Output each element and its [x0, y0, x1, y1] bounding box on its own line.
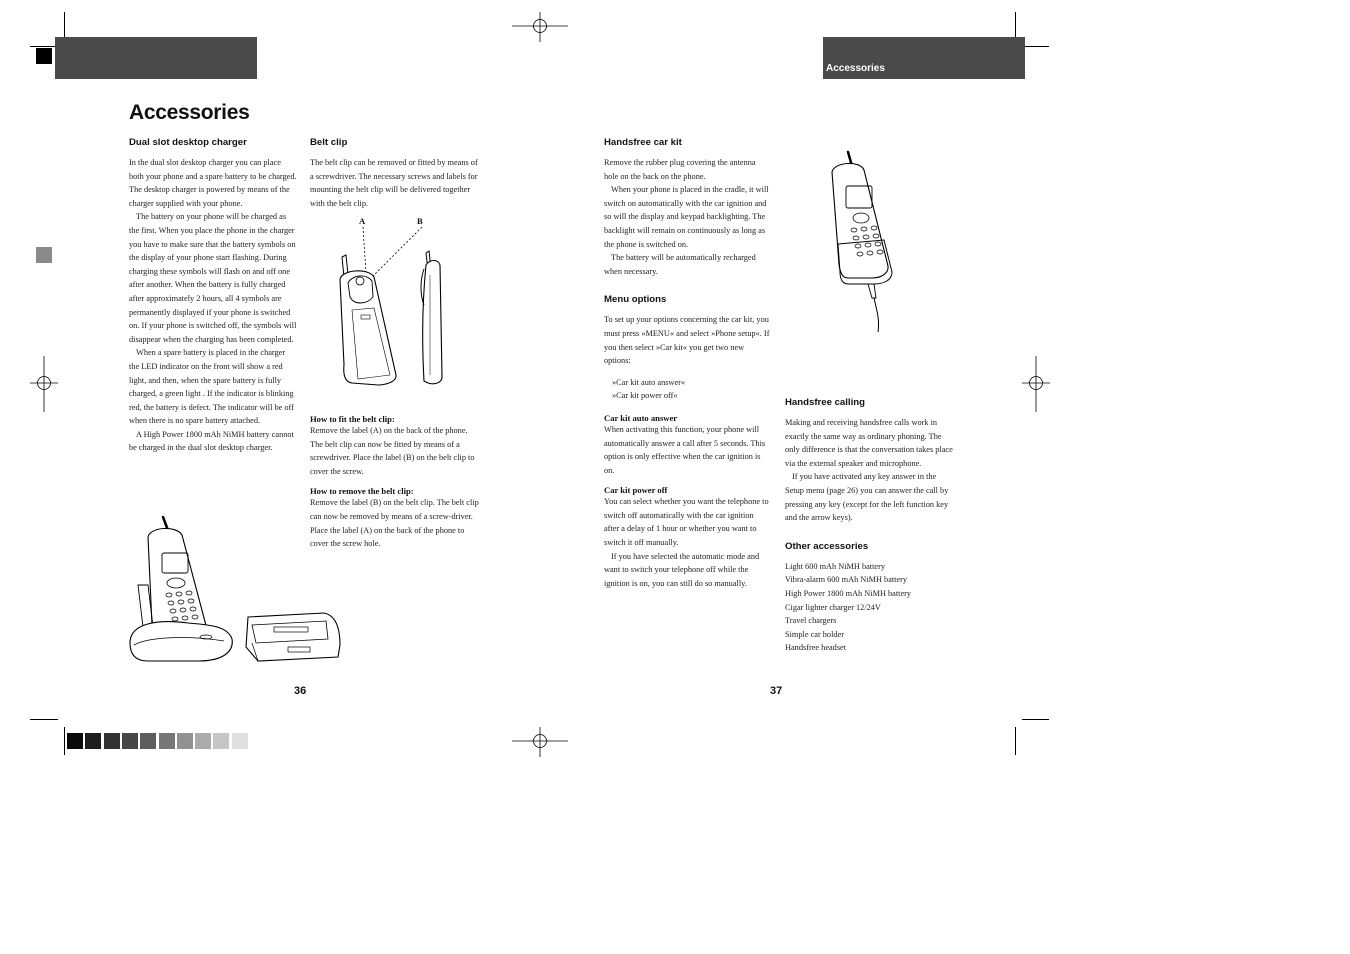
corner-square-marker — [36, 48, 52, 64]
subheading-car-kit-power-off: Car kit power off — [604, 485, 668, 496]
list-item: Cigar lighter charger 12/24V — [785, 602, 881, 612]
paragraph: Remove the label (B) on the belt clip. The belt clip can now be removed by means of a screw-driver. Place the label (A) on the back of the phone to cover the screw hole. — [310, 498, 479, 549]
section-heading-menu-options: Menu options — [604, 294, 667, 306]
greyscale-swatch — [122, 733, 138, 749]
greyscale-swatch — [67, 733, 83, 749]
paragraph: If you have selected the automatic mode and want to switch your telephone off while the ignition is on, you can still do so manually. — [604, 551, 760, 588]
figure-label-a: A — [359, 216, 366, 226]
greyscale-swatch — [140, 733, 156, 749]
paragraph: If you have activated any key answer in the Setup menu (page 26) you can answer the call by pressing any key (except for the left function key and the arrow keys). — [785, 472, 949, 523]
figure-label-b: B — [417, 216, 423, 226]
left-header-bar — [55, 37, 257, 79]
desktop-charger-illustration — [128, 515, 346, 665]
section-heading-other-accessories: Other accessories — [785, 540, 869, 552]
list-item: »Car kit auto answer« — [612, 377, 686, 387]
greyscale-swatch — [104, 733, 120, 749]
paragraph: To set up your options concerning the car kit, you must press »MENU« and select »Phone setup«. If you then select »Car kit« you get two new options: — [604, 315, 770, 366]
subheading-remove-belt-clip: How to remove the belt clip: — [310, 486, 414, 497]
subheading-car-kit-auto-answer: Car kit auto answer — [604, 412, 678, 423]
paragraph: Remove the label (A) on the back of the phone. The belt clip can now be fitted by means of a screwdriver. Place the label (B) on the belt clip to cover the screw. — [310, 426, 475, 476]
paragraph: When your phone is placed in the cradle, it will switch on automatically with the car ignition and so will the display and keypad backlighting. The backlight will remain on continuously as long as the phone is switched on. — [604, 185, 769, 249]
section-heading-car-kit: Handsfree car kit — [604, 137, 682, 148]
list-item: Handsfree headset — [785, 643, 847, 653]
column-handsfree-calling — [785, 397, 953, 655]
car-kit-phone-illustration — [826, 148, 898, 338]
paragraph: Making and receiving handsfree calls work in exactly the same way as ordinary phoning. The only difference is that the conversation takes place via the external speaker and microphone. — [785, 418, 953, 468]
greyscale-swatch — [195, 733, 211, 749]
section-heading-belt-clip: Belt clip — [310, 137, 348, 148]
page-number-left: 36 — [294, 685, 307, 697]
belt-clip-illustration — [330, 225, 460, 390]
paragraph: In the dual slot desktop charger you can place both your phone and a spare battery to be charged. The desktop charger is powered by means of the charger supplied with your phone. — [129, 158, 297, 208]
paragraph: A High Power 1800 mAh NiMH battery cannot be charged in the dual slot desktop charger. — [129, 429, 294, 453]
paragraph: You can select whether you want the telephone to switch off automatically with the car ignition after a delay of 1 hour or whether you want to switch it off manually. — [604, 497, 769, 548]
registration-mark-left — [30, 356, 58, 412]
paragraph: Remove the rubber plug covering the antenna hole on the back on the phone. — [604, 158, 756, 181]
registration-mark-bottom — [512, 727, 568, 757]
greyscale-swatch — [159, 733, 175, 749]
side-grey-marker — [36, 247, 52, 263]
crop-mark — [30, 719, 58, 720]
list-item: High Power 1800 mAh NiMH battery — [785, 588, 912, 598]
registration-mark-right — [1022, 356, 1050, 412]
crop-mark — [64, 727, 65, 755]
other-accessories-list — [785, 560, 953, 655]
list-item: Simple car holder — [785, 629, 844, 639]
paragraph: When activating this function, your phone will automatically answer a call after 5 seconds. This option is only effective when the car ignition is on. — [604, 424, 766, 475]
greyscale-swatch — [177, 733, 193, 749]
section-heading-dual-slot-charger: Dual slot desktop charger — [129, 137, 247, 148]
greyscale-swatch — [85, 733, 101, 749]
column-belt-clip — [310, 137, 478, 210]
list-item: Vibra-alarm 600 mAh NiMH battery — [785, 575, 908, 585]
paragraph: The battery on your phone will be charged as the first. When you place the phone in the charger you have to make sure that the battery symbols on the display of your phone start flashing. During charging these symbols will flash on and off one after another. When the battery is fully charged after approximately 2 hours, all 4 symbols are permanently displayed if your phone is switched on. If your phone is switched off, the symbols will disappear when the charging has been completed. — [129, 212, 297, 344]
page-number-right: 37 — [770, 685, 783, 697]
menu-option-list — [604, 376, 770, 403]
list-item: »Car kit power off« — [612, 391, 678, 401]
list-item: Light 600 mAh NiMH battery — [785, 561, 886, 571]
registration-mark-top — [512, 12, 568, 42]
page-title: Accessories — [129, 101, 250, 124]
subheading-fit-belt-clip: How to fit the belt clip: — [310, 414, 395, 424]
paragraph: The battery will be automatically recharged when necessary. — [604, 253, 756, 276]
paragraph: The belt clip can be removed or fitted by means of a screwdriver. The necessary screws and labels for mounting the belt clip will be delivered together with the belt clip. — [310, 158, 478, 208]
greyscale-swatch — [232, 733, 248, 749]
paragraph: When a spare battery is placed in the charger the LED indicator on the front will show a red light, and then, when the spare battery is fully charged, a green light . If the indicator is blinking red, the battery is defect. The indicator will be off when there is no spare battery attached. — [129, 348, 294, 426]
crop-mark — [1022, 719, 1049, 720]
right-header-tab-label: Accessories — [826, 63, 885, 74]
list-item: Travel chargers — [785, 616, 837, 626]
section-heading-handsfree-calling: Handsfree calling — [785, 397, 865, 408]
crop-mark — [1015, 727, 1016, 755]
greyscale-swatch — [213, 733, 229, 749]
column-handsfree-car-kit — [604, 137, 770, 590]
column-dual-slot-charger — [129, 137, 297, 455]
